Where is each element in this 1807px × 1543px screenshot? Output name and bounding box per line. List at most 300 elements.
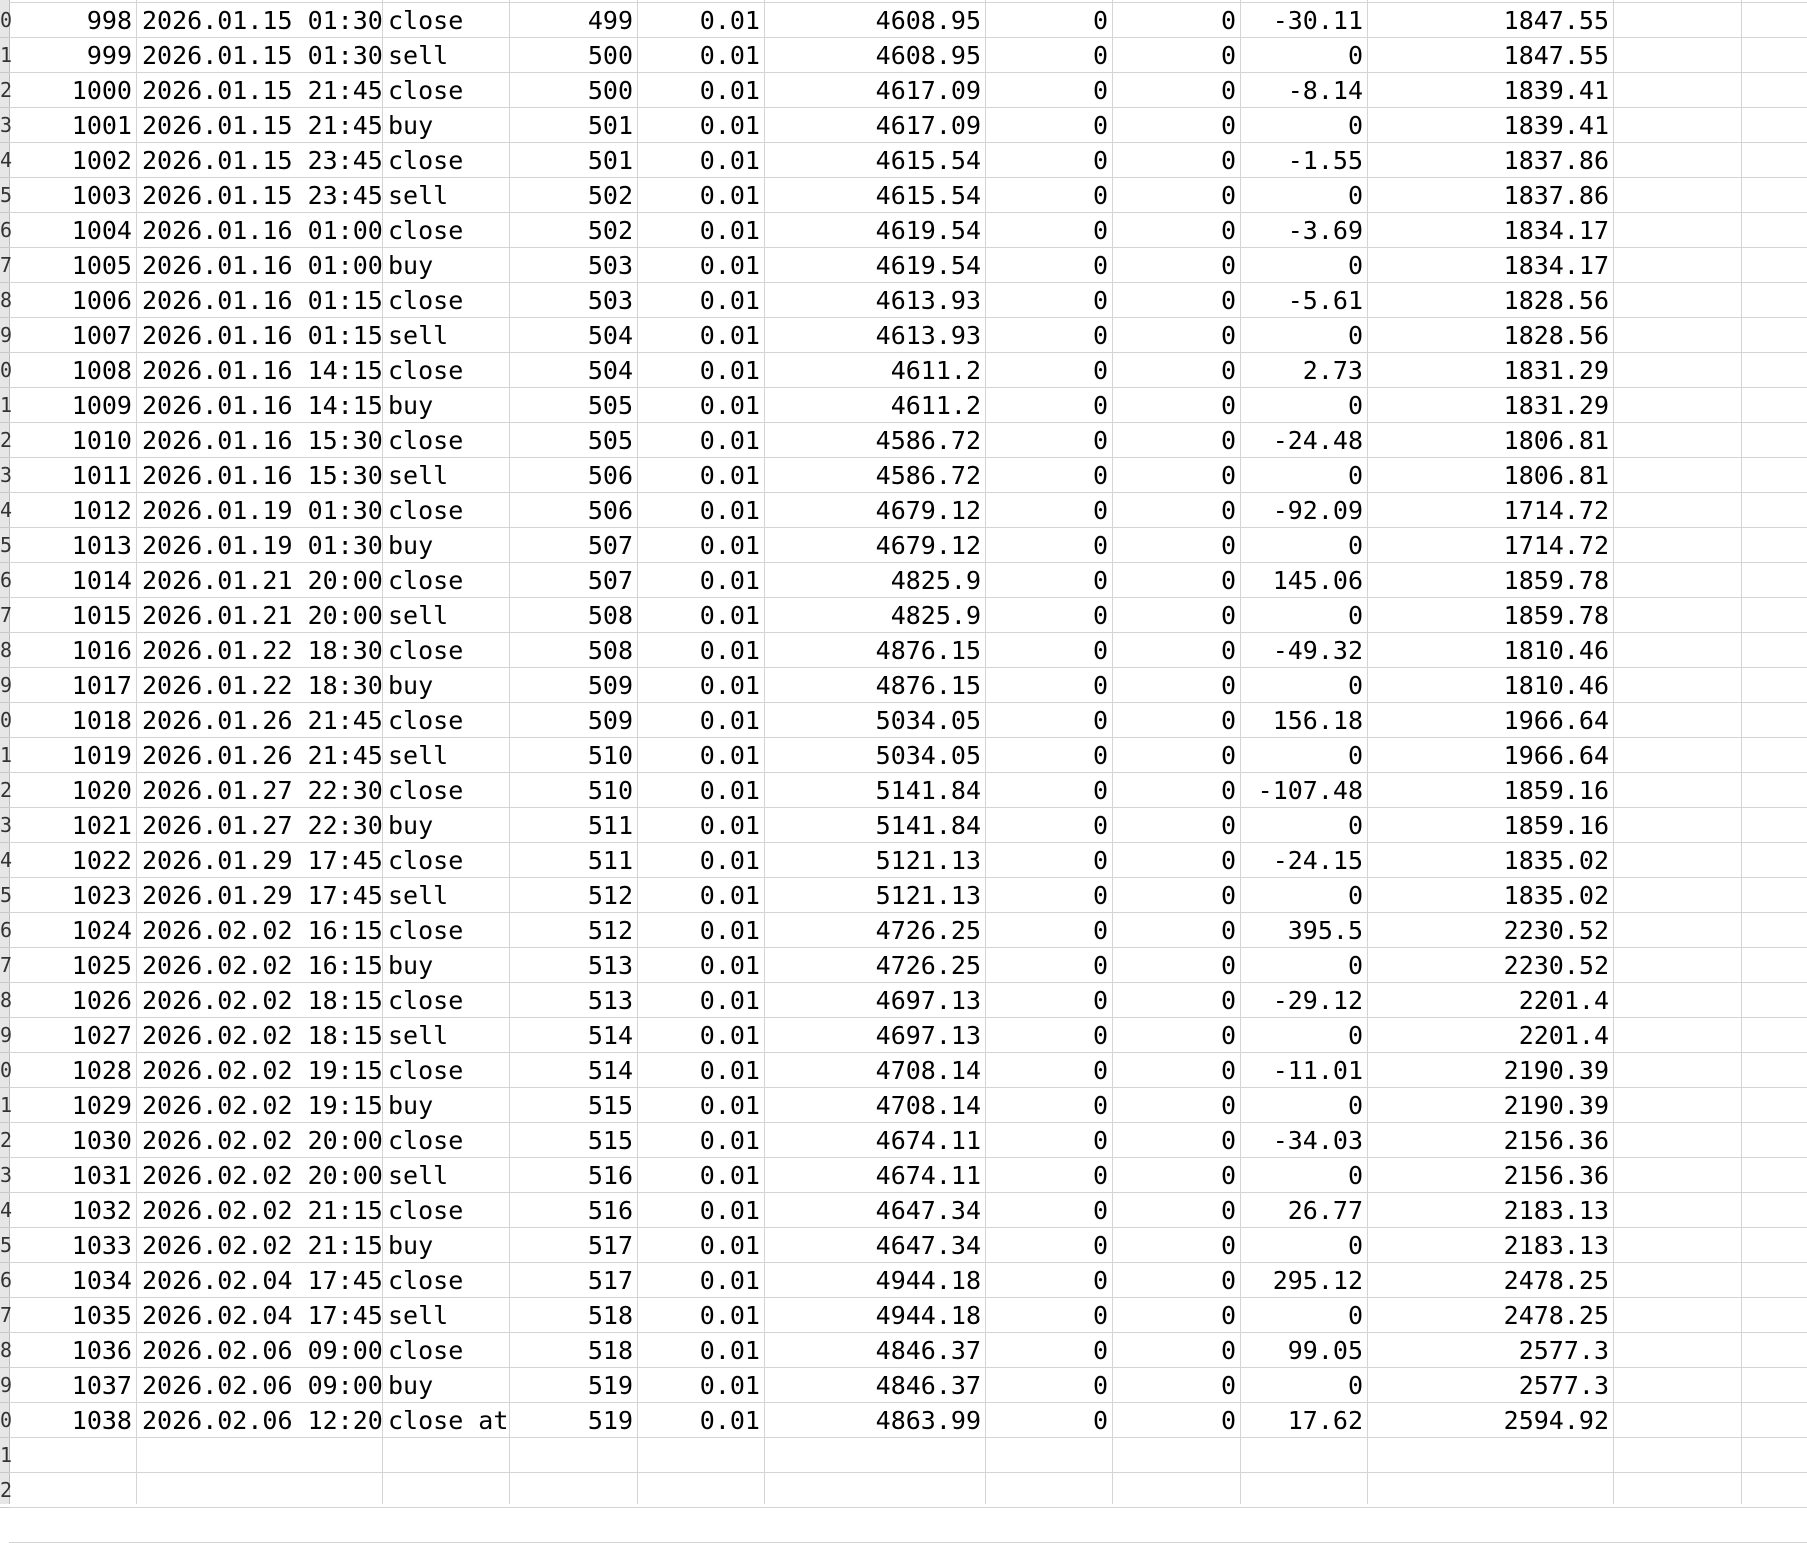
cell-time[interactable]: 2026.01.22 18:30 xyxy=(142,636,383,665)
cell-price[interactable]: 4619.54 xyxy=(875,251,981,280)
cell-profit[interactable]: 156.18 xyxy=(1272,706,1363,735)
cell-price[interactable]: 5121.13 xyxy=(875,881,981,910)
cell-no[interactable]: 1008 xyxy=(71,356,132,385)
table-row[interactable] xyxy=(9,773,1807,808)
row-number[interactable]: 4 xyxy=(0,493,9,528)
cell-profit[interactable]: 295.12 xyxy=(1272,1266,1363,1295)
cell-time[interactable]: 2026.01.16 14:15 xyxy=(142,356,383,385)
cell-price[interactable]: 4726.25 xyxy=(875,951,981,980)
cell-order[interactable]: 518 xyxy=(587,1336,633,1365)
cell-price[interactable]: 4617.09 xyxy=(875,111,981,140)
cell-type[interactable]: close xyxy=(388,1266,464,1295)
cell-price[interactable]: 5034.05 xyxy=(875,706,981,735)
cell-time[interactable]: 2026.01.29 17:45 xyxy=(142,846,383,875)
cell-no[interactable]: 1024 xyxy=(71,916,132,945)
cell-balance[interactable]: 1810.46 xyxy=(1503,636,1609,665)
row-number[interactable]: 0 xyxy=(0,1053,9,1088)
cell-tp[interactable]: 0 xyxy=(1220,1091,1236,1120)
cell-no[interactable]: 1022 xyxy=(71,846,132,875)
row-number[interactable]: 8 xyxy=(0,283,9,318)
cell-size[interactable]: 0.01 xyxy=(699,391,760,420)
cell-type[interactable]: close xyxy=(388,496,464,525)
cell-balance[interactable]: 2478.25 xyxy=(1503,1301,1609,1330)
cell-profit[interactable]: 0 xyxy=(1347,671,1363,700)
row-number[interactable]: 0 xyxy=(0,1403,9,1438)
table-row[interactable] xyxy=(9,1403,1807,1438)
cell-order[interactable]: 516 xyxy=(587,1161,633,1190)
cell-profit[interactable]: 0 xyxy=(1347,1301,1363,1330)
table-row[interactable] xyxy=(9,423,1807,458)
cell-time[interactable]: 2026.01.21 20:00 xyxy=(142,566,383,595)
cell-time[interactable]: 2026.01.15 21:45 xyxy=(142,76,383,105)
cell-sl[interactable]: 0 xyxy=(1092,1371,1108,1400)
cell-tp[interactable]: 0 xyxy=(1220,146,1236,175)
cell-sl[interactable]: 0 xyxy=(1092,601,1108,630)
cell-price[interactable]: 4876.15 xyxy=(875,671,981,700)
cell-order[interactable]: 511 xyxy=(587,846,633,875)
cell-price[interactable]: 4697.13 xyxy=(875,1021,981,1050)
cell-tp[interactable]: 0 xyxy=(1220,321,1236,350)
row-number[interactable]: 2 xyxy=(0,423,9,458)
row-number[interactable]: 2 xyxy=(0,1123,9,1158)
cell-price[interactable]: 4846.37 xyxy=(875,1371,981,1400)
cell-order[interactable]: 512 xyxy=(587,916,633,945)
cell-profit[interactable]: 0 xyxy=(1347,111,1363,140)
cell-size[interactable]: 0.01 xyxy=(699,1126,760,1155)
cell-balance[interactable]: 1859.78 xyxy=(1503,566,1609,595)
cell-tp[interactable]: 0 xyxy=(1220,846,1236,875)
table-row[interactable] xyxy=(9,1263,1807,1298)
cell-sl[interactable]: 0 xyxy=(1092,671,1108,700)
cell-balance[interactable]: 1810.46 xyxy=(1503,671,1609,700)
cell-order[interactable]: 507 xyxy=(587,531,633,560)
cell-order[interactable]: 515 xyxy=(587,1091,633,1120)
cell-price[interactable]: 4708.14 xyxy=(875,1056,981,1085)
cell-tp[interactable]: 0 xyxy=(1220,1126,1236,1155)
cell-order[interactable]: 506 xyxy=(587,461,633,490)
cell-order[interactable]: 503 xyxy=(587,251,633,280)
cell-order[interactable]: 519 xyxy=(587,1406,633,1435)
cell-profit[interactable]: 0 xyxy=(1347,741,1363,770)
cell-type[interactable]: buy xyxy=(388,1231,434,1260)
cell-order[interactable]: 513 xyxy=(587,986,633,1015)
cell-sl[interactable]: 0 xyxy=(1092,531,1108,560)
cell-size[interactable]: 0.01 xyxy=(699,601,760,630)
cell-price[interactable]: 4944.18 xyxy=(875,1301,981,1330)
cell-balance[interactable]: 2594.92 xyxy=(1503,1406,1609,1435)
cell-type[interactable]: close xyxy=(388,146,464,175)
cell-profit[interactable]: 99.05 xyxy=(1287,1336,1363,1365)
cell-time[interactable]: 2026.02.02 21:15 xyxy=(142,1231,383,1260)
cell-balance[interactable]: 2577.3 xyxy=(1518,1336,1609,1365)
cell-no[interactable]: 1016 xyxy=(71,636,132,665)
row-number[interactable]: 5 xyxy=(0,528,9,563)
cell-sl[interactable]: 0 xyxy=(1092,1091,1108,1120)
row-number[interactable]: 9 xyxy=(0,668,9,703)
cell-tp[interactable]: 0 xyxy=(1220,251,1236,280)
cell-balance[interactable]: 1859.16 xyxy=(1503,811,1609,840)
cell-sl[interactable]: 0 xyxy=(1092,706,1108,735)
cell-time[interactable]: 2026.01.16 15:30 xyxy=(142,461,383,490)
cell-order[interactable]: 516 xyxy=(587,1196,633,1225)
cell-profit[interactable]: 145.06 xyxy=(1272,566,1363,595)
row-number[interactable]: 0 xyxy=(0,703,9,738)
cell-no[interactable]: 1002 xyxy=(71,146,132,175)
cell-type[interactable]: sell xyxy=(388,601,449,630)
cell-tp[interactable]: 0 xyxy=(1220,706,1236,735)
cell-size[interactable]: 0.01 xyxy=(699,1371,760,1400)
cell-time[interactable]: 2026.02.02 18:15 xyxy=(142,1021,383,1050)
cell-no[interactable]: 1009 xyxy=(71,391,132,420)
cell-tp[interactable]: 0 xyxy=(1220,1336,1236,1365)
table-row[interactable] xyxy=(9,1193,1807,1228)
cell-order[interactable]: 503 xyxy=(587,286,633,315)
cell-tp[interactable]: 0 xyxy=(1220,111,1236,140)
cell-price[interactable]: 4679.12 xyxy=(875,496,981,525)
cell-tp[interactable]: 0 xyxy=(1220,566,1236,595)
cell-size[interactable]: 0.01 xyxy=(699,146,760,175)
cell-profit[interactable]: 0 xyxy=(1347,181,1363,210)
cell-no[interactable]: 1014 xyxy=(71,566,132,595)
cell-sl[interactable]: 0 xyxy=(1092,146,1108,175)
cell-type[interactable]: buy xyxy=(388,391,434,420)
cell-no[interactable]: 1019 xyxy=(71,741,132,770)
cell-type[interactable]: sell xyxy=(388,1161,449,1190)
table-row[interactable] xyxy=(9,38,1807,73)
cell-time[interactable]: 2026.02.02 20:00 xyxy=(142,1126,383,1155)
cell-profit[interactable]: -29.12 xyxy=(1272,986,1363,1015)
cell-balance[interactable]: 2230.52 xyxy=(1503,916,1609,945)
cell-size[interactable]: 0.01 xyxy=(699,1056,760,1085)
table-row[interactable] xyxy=(9,493,1807,528)
cell-sl[interactable]: 0 xyxy=(1092,1301,1108,1330)
cell-balance[interactable]: 1828.56 xyxy=(1503,286,1609,315)
cell-time[interactable]: 2026.01.16 01:00 xyxy=(142,216,383,245)
cell-size[interactable]: 0.01 xyxy=(699,776,760,805)
cell-size[interactable]: 0.01 xyxy=(699,181,760,210)
cell-size[interactable]: 0.01 xyxy=(699,496,760,525)
cell-type[interactable]: sell xyxy=(388,1301,449,1330)
cell-sl[interactable]: 0 xyxy=(1092,636,1108,665)
cell-price[interactable]: 4846.37 xyxy=(875,1336,981,1365)
cell-no[interactable]: 1020 xyxy=(71,776,132,805)
cell-tp[interactable]: 0 xyxy=(1220,601,1236,630)
table-row[interactable] xyxy=(9,388,1807,423)
table-row[interactable] xyxy=(9,843,1807,878)
cell-time[interactable]: 2026.02.06 12:20 xyxy=(142,1406,383,1435)
cell-tp[interactable]: 0 xyxy=(1220,1406,1236,1435)
cell-balance[interactable]: 1839.41 xyxy=(1503,111,1609,140)
cell-time[interactable]: 2026.01.26 21:45 xyxy=(142,741,383,770)
cell-balance[interactable]: 1847.55 xyxy=(1503,6,1609,35)
cell-tp[interactable]: 0 xyxy=(1220,1371,1236,1400)
table-row[interactable] xyxy=(9,598,1807,633)
row-number[interactable]: 0 xyxy=(0,3,9,38)
cell-time[interactable]: 2026.02.02 20:00 xyxy=(142,1161,383,1190)
table-row[interactable] xyxy=(9,878,1807,913)
table-row[interactable] xyxy=(9,248,1807,283)
cell-tp[interactable]: 0 xyxy=(1220,1196,1236,1225)
cell-type[interactable]: buy xyxy=(388,811,434,840)
cell-profit[interactable]: -1.55 xyxy=(1287,146,1363,175)
cell-no[interactable]: 1015 xyxy=(71,601,132,630)
cell-size[interactable]: 0.01 xyxy=(699,1231,760,1260)
row-number[interactable]: 6 xyxy=(0,913,9,948)
cell-order[interactable]: 515 xyxy=(587,1126,633,1155)
cell-balance[interactable]: 1831.29 xyxy=(1503,356,1609,385)
row-number[interactable]: 8 xyxy=(0,1333,9,1368)
cell-tp[interactable]: 0 xyxy=(1220,881,1236,910)
cell-type[interactable]: close xyxy=(388,986,464,1015)
cell-tp[interactable]: 0 xyxy=(1220,461,1236,490)
cell-sl[interactable]: 0 xyxy=(1092,286,1108,315)
cell-sl[interactable]: 0 xyxy=(1092,741,1108,770)
cell-order[interactable]: 514 xyxy=(587,1056,633,1085)
table-row[interactable] xyxy=(9,143,1807,178)
cell-sl[interactable]: 0 xyxy=(1092,6,1108,35)
cell-type[interactable]: buy xyxy=(388,251,434,280)
cell-type[interactable]: close xyxy=(388,846,464,875)
cell-price[interactable]: 5141.84 xyxy=(875,811,981,840)
cell-no[interactable]: 1035 xyxy=(71,1301,132,1330)
cell-profit[interactable]: 0 xyxy=(1347,881,1363,910)
cell-sl[interactable]: 0 xyxy=(1092,811,1108,840)
cell-profit[interactable]: -24.48 xyxy=(1272,426,1363,455)
cell-time[interactable]: 2026.02.02 16:15 xyxy=(142,916,383,945)
cell-sl[interactable]: 0 xyxy=(1092,251,1108,280)
cell-time[interactable]: 2026.01.19 01:30 xyxy=(142,496,383,525)
cell-price[interactable]: 4825.9 xyxy=(890,601,981,630)
cell-size[interactable]: 0.01 xyxy=(699,76,760,105)
cell-no[interactable]: 1034 xyxy=(71,1266,132,1295)
table-row[interactable] xyxy=(9,668,1807,703)
cell-balance[interactable]: 1831.29 xyxy=(1503,391,1609,420)
cell-no[interactable]: 1026 xyxy=(71,986,132,1015)
cell-balance[interactable]: 1966.64 xyxy=(1503,741,1609,770)
cell-size[interactable]: 0.01 xyxy=(699,461,760,490)
cell-type[interactable]: sell xyxy=(388,41,449,70)
row-number[interactable]: 7 xyxy=(0,1298,9,1333)
cell-balance[interactable]: 2478.25 xyxy=(1503,1266,1609,1295)
cell-tp[interactable]: 0 xyxy=(1220,1266,1236,1295)
cell-sl[interactable]: 0 xyxy=(1092,1266,1108,1295)
cell-no[interactable]: 1025 xyxy=(71,951,132,980)
cell-order[interactable]: 511 xyxy=(587,811,633,840)
cell-tp[interactable]: 0 xyxy=(1220,426,1236,455)
cell-no[interactable]: 1007 xyxy=(71,321,132,350)
cell-type[interactable]: close xyxy=(388,706,464,735)
cell-time[interactable]: 2026.02.02 18:15 xyxy=(142,986,383,1015)
cell-balance[interactable]: 2201.4 xyxy=(1518,986,1609,1015)
cell-price[interactable]: 4944.18 xyxy=(875,1266,981,1295)
cell-time[interactable]: 2026.01.15 01:30 xyxy=(142,6,383,35)
cell-no[interactable]: 1029 xyxy=(71,1091,132,1120)
cell-order[interactable]: 505 xyxy=(587,426,633,455)
cell-balance[interactable]: 2577.3 xyxy=(1518,1371,1609,1400)
cell-sl[interactable]: 0 xyxy=(1092,1406,1108,1435)
cell-profit[interactable]: -11.01 xyxy=(1272,1056,1363,1085)
cell-no[interactable]: 1031 xyxy=(71,1161,132,1190)
cell-time[interactable]: 2026.02.04 17:45 xyxy=(142,1301,383,1330)
row-number[interactable]: 0 xyxy=(0,353,9,388)
table-row[interactable] xyxy=(9,948,1807,983)
row-number[interactable]: 3 xyxy=(0,108,9,143)
cell-price[interactable]: 4613.93 xyxy=(875,321,981,350)
cell-sl[interactable]: 0 xyxy=(1092,776,1108,805)
cell-time[interactable]: 2026.01.15 21:45 xyxy=(142,111,383,140)
table-row[interactable] xyxy=(9,1228,1807,1263)
cell-profit[interactable]: 26.77 xyxy=(1287,1196,1363,1225)
cell-time[interactable]: 2026.02.06 09:00 xyxy=(142,1371,383,1400)
cell-time[interactable]: 2026.01.19 01:30 xyxy=(142,531,383,560)
cell-type[interactable]: buy xyxy=(388,111,434,140)
cell-type[interactable]: sell xyxy=(388,181,449,210)
cell-profit[interactable]: 0 xyxy=(1347,461,1363,490)
cell-type[interactable]: close xyxy=(388,76,464,105)
row-number[interactable]: 4 xyxy=(0,143,9,178)
row-number[interactable]: 1 xyxy=(0,1088,9,1123)
cell-order[interactable]: 505 xyxy=(587,391,633,420)
cell-profit[interactable]: 0 xyxy=(1347,951,1363,980)
row-number[interactable]: 1 xyxy=(0,388,9,423)
row-number[interactable]: 8 xyxy=(0,633,9,668)
cell-no[interactable]: 1006 xyxy=(71,286,132,315)
table-row[interactable] xyxy=(9,1368,1807,1403)
cell-order[interactable]: 507 xyxy=(587,566,633,595)
cell-order[interactable]: 519 xyxy=(587,1371,633,1400)
cell-no[interactable]: 1033 xyxy=(71,1231,132,1260)
cell-profit[interactable]: 0 xyxy=(1347,811,1363,840)
cell-price[interactable]: 4674.11 xyxy=(875,1126,981,1155)
cell-tp[interactable]: 0 xyxy=(1220,741,1236,770)
cell-price[interactable]: 5141.84 xyxy=(875,776,981,805)
table-row[interactable] xyxy=(9,703,1807,738)
cell-profit[interactable]: 0 xyxy=(1347,251,1363,280)
cell-type[interactable]: close xyxy=(388,1126,464,1155)
cell-no[interactable]: 1004 xyxy=(71,216,132,245)
cell-sl[interactable]: 0 xyxy=(1092,41,1108,70)
cell-sl[interactable]: 0 xyxy=(1092,986,1108,1015)
cell-size[interactable]: 0.01 xyxy=(699,356,760,385)
cell-tp[interactable]: 0 xyxy=(1220,216,1236,245)
row-number[interactable]: 5 xyxy=(0,878,9,913)
cell-tp[interactable]: 0 xyxy=(1220,811,1236,840)
cell-type[interactable]: close xyxy=(388,916,464,945)
cell-time[interactable]: 2026.01.22 18:30 xyxy=(142,671,383,700)
row-number[interactable]: 7 xyxy=(0,598,9,633)
cell-balance[interactable]: 2230.52 xyxy=(1503,951,1609,980)
cell-price[interactable]: 4608.95 xyxy=(875,41,981,70)
cell-balance[interactable]: 2190.39 xyxy=(1503,1091,1609,1120)
table-row[interactable] xyxy=(9,108,1807,143)
cell-time[interactable]: 2026.02.02 21:15 xyxy=(142,1196,383,1225)
cell-balance[interactable]: 1837.86 xyxy=(1503,146,1609,175)
cell-sl[interactable]: 0 xyxy=(1092,461,1108,490)
cell-size[interactable]: 0.01 xyxy=(699,321,760,350)
table-row[interactable] xyxy=(9,808,1807,843)
cell-sl[interactable]: 0 xyxy=(1092,1021,1108,1050)
cell-no[interactable]: 1012 xyxy=(71,496,132,525)
cell-no[interactable]: 1011 xyxy=(71,461,132,490)
cell-order[interactable]: 506 xyxy=(587,496,633,525)
table-row[interactable] xyxy=(9,528,1807,563)
cell-size[interactable]: 0.01 xyxy=(699,1406,760,1435)
cell-no[interactable]: 1010 xyxy=(71,426,132,455)
cell-tp[interactable]: 0 xyxy=(1220,41,1236,70)
table-row[interactable] xyxy=(9,178,1807,213)
cell-sl[interactable]: 0 xyxy=(1092,1336,1108,1365)
row-number[interactable]: 8 xyxy=(0,983,9,1018)
cell-balance[interactable]: 1859.78 xyxy=(1503,601,1609,630)
row-number[interactable]: 6 xyxy=(0,563,9,598)
cell-type[interactable]: buy xyxy=(388,531,434,560)
cell-time[interactable]: 2026.01.27 22:30 xyxy=(142,811,383,840)
cell-tp[interactable]: 0 xyxy=(1220,636,1236,665)
cell-sl[interactable]: 0 xyxy=(1092,356,1108,385)
cell-size[interactable]: 0.01 xyxy=(699,636,760,665)
table-row[interactable] xyxy=(9,213,1807,248)
cell-type[interactable]: buy xyxy=(388,1091,434,1120)
cell-size[interactable]: 0.01 xyxy=(699,1196,760,1225)
cell-balance[interactable]: 1837.86 xyxy=(1503,181,1609,210)
cell-no[interactable]: 1028 xyxy=(71,1056,132,1085)
cell-balance[interactable]: 2156.36 xyxy=(1503,1126,1609,1155)
cell-profit[interactable]: -107.48 xyxy=(1257,776,1363,805)
cell-sl[interactable]: 0 xyxy=(1092,496,1108,525)
cell-tp[interactable]: 0 xyxy=(1220,951,1236,980)
row-number[interactable]: 9 xyxy=(0,318,9,353)
cell-type[interactable]: close xyxy=(388,1196,464,1225)
cell-order[interactable]: 517 xyxy=(587,1266,633,1295)
cell-sl[interactable]: 0 xyxy=(1092,881,1108,910)
cell-size[interactable]: 0.01 xyxy=(699,6,760,35)
table-row[interactable] xyxy=(9,318,1807,353)
cell-type[interactable]: close xyxy=(388,1056,464,1085)
row-number[interactable]: 6 xyxy=(0,1263,9,1298)
cell-type[interactable]: close xyxy=(388,426,464,455)
cell-tp[interactable]: 0 xyxy=(1220,671,1236,700)
cell-size[interactable]: 0.01 xyxy=(699,916,760,945)
cell-price[interactable]: 4876.15 xyxy=(875,636,981,665)
cell-price[interactable]: 4679.12 xyxy=(875,531,981,560)
cell-price[interactable]: 4586.72 xyxy=(875,426,981,455)
cell-order[interactable]: 508 xyxy=(587,636,633,665)
cell-time[interactable]: 2026.01.27 22:30 xyxy=(142,776,383,805)
cell-balance[interactable]: 1847.55 xyxy=(1503,41,1609,70)
cell-size[interactable]: 0.01 xyxy=(699,286,760,315)
cell-type[interactable]: close xyxy=(388,6,464,35)
cell-price[interactable]: 4613.93 xyxy=(875,286,981,315)
cell-type[interactable]: sell xyxy=(388,741,449,770)
cell-profit[interactable]: -3.69 xyxy=(1287,216,1363,245)
cell-type[interactable]: buy xyxy=(388,1371,434,1400)
cell-time[interactable]: 2026.01.15 23:45 xyxy=(142,146,383,175)
cell-profit[interactable]: 0 xyxy=(1347,1091,1363,1120)
cell-size[interactable]: 0.01 xyxy=(699,251,760,280)
cell-no[interactable]: 1005 xyxy=(71,251,132,280)
cell-size[interactable]: 0.01 xyxy=(699,986,760,1015)
cell-time[interactable]: 2026.02.06 09:00 xyxy=(142,1336,383,1365)
cell-order[interactable]: 502 xyxy=(587,181,633,210)
cell-type[interactable]: buy xyxy=(388,951,434,980)
cell-time[interactable]: 2026.01.15 23:45 xyxy=(142,181,383,210)
cell-profit[interactable]: 0 xyxy=(1347,391,1363,420)
cell-balance[interactable]: 1714.72 xyxy=(1503,531,1609,560)
cell-order[interactable]: 517 xyxy=(587,1231,633,1260)
cell-price[interactable]: 4615.54 xyxy=(875,181,981,210)
cell-no[interactable]: 1017 xyxy=(71,671,132,700)
cell-type[interactable]: close xyxy=(388,216,464,245)
